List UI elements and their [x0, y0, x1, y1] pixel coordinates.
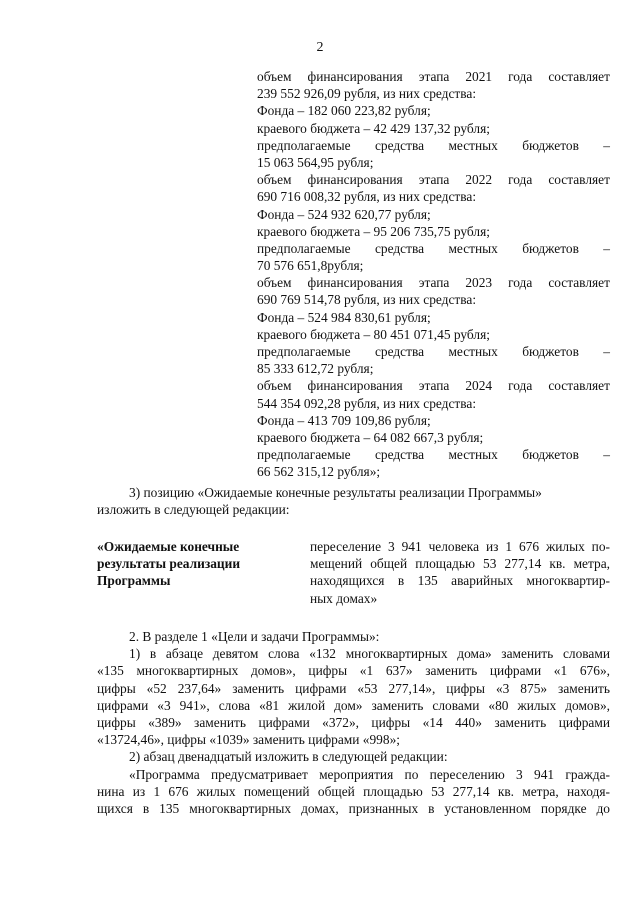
regional-budget-amount: краевого бюджета – 42 429 137,32 рубля;: [257, 120, 490, 136]
word: бюджетов: [522, 137, 579, 153]
local-budget-amount: 15 063 564,95 рубля;: [257, 154, 374, 170]
word: этапа: [418, 69, 450, 84]
local-budget-line: [257, 240, 610, 257]
section-2-heading: 2. В разделе 1 «Цели и задачи Программы»:: [129, 629, 380, 644]
fund-amount: Фонда – 524 984 830,61 рубля;: [257, 309, 431, 325]
word: объем: [257, 378, 292, 394]
word: объем: [257, 69, 292, 84]
stage-volume-line: [257, 171, 610, 188]
word: местных: [448, 447, 498, 463]
local-budget-line: [257, 343, 610, 360]
section-2: [97, 628, 610, 817]
fund-amount: Фонда – 413 709 109,86 рубля;: [257, 412, 431, 428]
word: финансирования: [307, 378, 403, 394]
stage-volume-line: [257, 377, 610, 394]
regional-budget-amount: краевого бюджета – 95 206 735,75 рубля;: [257, 223, 490, 239]
word: предполагаемые: [257, 344, 351, 359]
word: средства: [374, 137, 425, 153]
item-3: [97, 484, 610, 518]
results-value-line: переселение 3 941 человека из 1 676 жилых по-: [310, 539, 610, 554]
fund-amount: Фонда – 524 932 620,77 рубля;: [257, 206, 431, 222]
word: года: [508, 275, 533, 291]
amendment-1-line: 1) в абзаце девятом слова «132 многоквартирных дома» заменить словами: [129, 646, 610, 662]
financing-block: [257, 68, 610, 481]
word: местных: [448, 344, 498, 359]
stage-volume-line: [257, 68, 610, 85]
amendment-1-line: цифры «52 237,64» заменить цифрами «53 277,14», цифры «3 875» заменить: [97, 680, 610, 696]
word: составляет: [548, 69, 610, 84]
word: предполагаемые: [257, 240, 351, 256]
local-budget-amount: 66 562 315,12 рубля»;: [257, 464, 381, 480]
quote-line: нина из 1 676 жилых помещений общей площадью 53 277,14 кв. метра, находя-: [97, 783, 610, 799]
results-value-line: ных домах»: [310, 590, 378, 606]
amendment-2-line: 2) абзац двенадцатый изложить в следующей редакции:: [129, 749, 448, 765]
financing-stage: [257, 171, 610, 274]
results-table: [97, 538, 610, 608]
word: финансирования: [307, 172, 403, 188]
results-table-label: [97, 538, 287, 590]
local-budget-line: [257, 137, 610, 154]
results-value-line: мещений общей площадью 53 277,14 кв. метра,: [310, 556, 610, 572]
stage-total: 239 552 926,09 рубля, из них средства:: [257, 86, 477, 102]
word: бюджетов: [522, 344, 579, 359]
word: года: [508, 378, 533, 394]
word: этапа: [418, 172, 450, 188]
page-number: 2: [316, 40, 324, 55]
results-label-line: результаты реализации: [97, 556, 241, 572]
amendment-1-line: «135 многоквартирных домов», цифры «1 637» заменить цифрами «1 676»,: [97, 663, 610, 679]
word: предполагаемые: [257, 137, 351, 153]
word: года: [508, 69, 533, 84]
word: –: [603, 447, 610, 463]
word: 2022: [465, 172, 493, 188]
word: этапа: [418, 275, 450, 291]
word: –: [603, 137, 610, 153]
word: –: [603, 240, 610, 256]
word: составляет: [548, 172, 610, 188]
stage-volume-line: [257, 274, 610, 291]
quote-line: «Программа предусматривает мероприятия по переселению 3 941 гражда-: [129, 766, 610, 782]
results-value-line: находящихся в 135 аварийных многоквартир-: [310, 573, 610, 589]
local-budget-amount: 85 333 612,72 рубля;: [257, 361, 374, 377]
word: бюджетов: [522, 447, 579, 463]
word: составляет: [548, 378, 610, 394]
amendment-1-line: цифрами «3 941», слова «81 жилой дом» заменить словами «80 жилых домов»,: [97, 697, 610, 713]
word: объем: [257, 275, 292, 291]
stage-total: 690 769 514,78 рубля, из них средства:: [257, 292, 477, 308]
word: местных: [448, 240, 498, 256]
word: 2024: [465, 378, 493, 394]
regional-budget-amount: краевого бюджета – 64 082 667,3 рубля;: [257, 429, 484, 445]
word: средства: [374, 344, 425, 359]
local-budget-line: [257, 446, 610, 463]
word: финансирования: [307, 275, 403, 291]
word: бюджетов: [522, 240, 579, 256]
word: объем: [257, 172, 292, 188]
word: 2023: [465, 275, 493, 291]
word: года: [508, 172, 533, 188]
results-label-line: Программы: [97, 573, 171, 589]
quote-line: щихся в 135 многоквартирных домах, признанных в установленном порядке до: [97, 800, 610, 816]
financing-stage: [257, 274, 610, 377]
local-budget-amount: 70 576 651,8рубля;: [257, 258, 364, 274]
fund-amount: Фонда – 182 060 223,82 рубля;: [257, 103, 431, 119]
amendment-1-line: «13724,46», цифры «1039» заменить цифрами «998»;: [97, 732, 400, 748]
word: –: [603, 344, 610, 359]
financing-stage: [257, 377, 610, 480]
word: средства: [374, 240, 425, 256]
stage-total: 690 716 008,32 рубля, из них средства:: [257, 189, 477, 205]
amendment-1-line: цифры «389» заменить цифрами «372», цифры «14 440» заменить цифрами: [97, 714, 610, 730]
word: местных: [448, 137, 498, 153]
word: этапа: [418, 378, 450, 394]
stage-total: 544 354 092,28 рубля, из них средства:: [257, 395, 477, 411]
word: 2021: [465, 69, 493, 84]
results-table-value: [310, 538, 610, 607]
word: составляет: [548, 275, 610, 291]
regional-budget-amount: краевого бюджета – 80 451 071,45 рубля;: [257, 326, 490, 342]
item-3-line-1: 3) позицию «Ожидаемые конечные результаты реализации Программы»: [129, 485, 542, 500]
item-3-line-2: изложить в следующей редакции:: [97, 502, 290, 518]
financing-stage: [257, 68, 610, 171]
word: финансирования: [307, 69, 403, 84]
word: средства: [374, 447, 425, 463]
results-label-line: «Ожидаемые конечные: [97, 539, 240, 554]
word: предполагаемые: [257, 447, 351, 463]
